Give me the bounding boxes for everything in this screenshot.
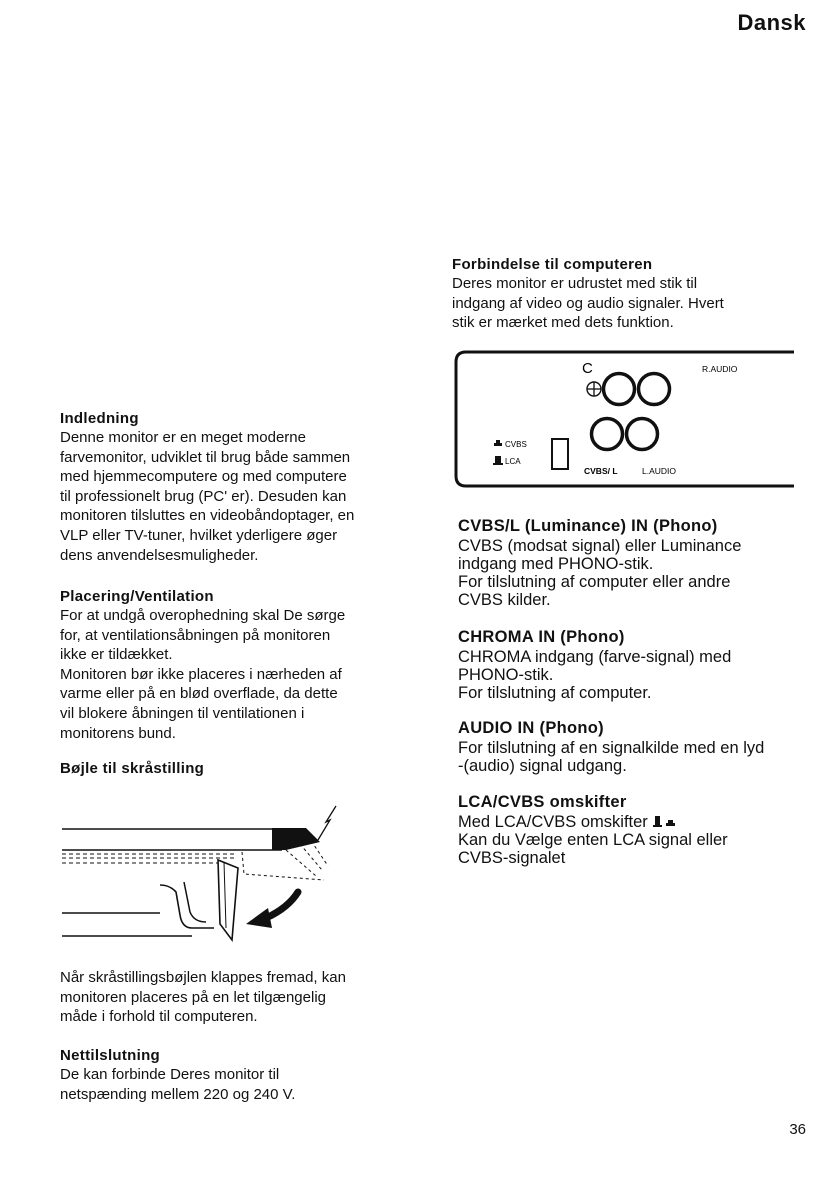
section-text: De kan forbinde Deres monitor til netspænding mellem 220 og 240 V. bbox=[60, 1066, 296, 1103]
rear-panel-diagram bbox=[452, 348, 794, 490]
cvbs-l-label: CVBS/ L bbox=[584, 466, 618, 476]
section-text: For tilslutning af en signalkilde med en lyd -(audio) signal udgang. bbox=[458, 739, 765, 775]
cvbs-switch-label: CVBS bbox=[505, 440, 527, 449]
lca-switch-position-icon bbox=[493, 456, 503, 465]
section-heading: AUDIO IN (Phono) bbox=[458, 719, 604, 737]
section-heading: Placering/Ventilation bbox=[60, 588, 214, 605]
tilt-bracket-illustration bbox=[60, 800, 360, 960]
l-audio-label: L.AUDIO bbox=[642, 466, 677, 476]
section-lca-cvbs bbox=[458, 793, 818, 867]
lca-switch-label: LCA bbox=[505, 457, 521, 466]
cvbs-switch-position-icon bbox=[494, 440, 502, 446]
r-audio-jack bbox=[639, 374, 670, 405]
ground-symbol-icon bbox=[587, 382, 601, 396]
l-audio-jack bbox=[627, 419, 658, 450]
switch-instruction bbox=[458, 813, 818, 831]
section-text: CHROMA indgang (farve-signal) med PHONO-stik. For tilslutning af computer. bbox=[458, 648, 732, 702]
section-chroma bbox=[458, 628, 818, 702]
section-audio bbox=[458, 719, 828, 775]
section-text: Denne monitor er en meget moderne farvemonitor, udviklet til brug både sammen med hjemmecomputere og med computere til professionelt brug (PC' er). Desuden kan monitoren tilsluttes en videobåndoptager, en VLP eller TV-tuner, hvilket yderligere øger dens anvendelsesmuligheder. bbox=[60, 429, 355, 564]
section-tilt-text bbox=[60, 968, 430, 1027]
section-text: Deres monitor er udrustet med stik til indgang af video og audio signaler. Hvert stik er mærket med dets funktion. bbox=[452, 275, 724, 332]
chroma-label: C bbox=[582, 360, 593, 377]
switch-instruction-text: Med LCA/CVBS omskifter bbox=[458, 813, 648, 831]
section-heading: LCA/CVBS omskifter bbox=[458, 793, 627, 811]
section-text: Når skråstillingsbøjlen klappes fremad, kan monitoren placeres på en let tilgængelig måde i forhold til computeren. bbox=[60, 969, 346, 1026]
lca-cvbs-switch bbox=[552, 439, 568, 469]
fold-forward-arrow-icon bbox=[246, 892, 298, 928]
cvbs-in-jack bbox=[592, 419, 623, 450]
section-intro bbox=[60, 410, 420, 565]
chroma-in-jack bbox=[604, 374, 635, 405]
section-text: CVBS (modsat signal) eller Luminance indgang med PHONO-stik. For tilslutning af computer eller andre CVBS kilder. bbox=[458, 537, 742, 609]
section-heading: Bøjle til skråstilling bbox=[60, 760, 205, 777]
section-placement bbox=[60, 588, 420, 743]
section-heading: Indledning bbox=[60, 410, 139, 427]
section-bracket bbox=[60, 760, 420, 778]
language-label: Dansk bbox=[737, 10, 806, 35]
page-number: 36 bbox=[789, 1121, 806, 1138]
section-text: Kan du Vælge enten LCA signal eller CVBS-signalet bbox=[458, 831, 728, 867]
section-cvbs bbox=[458, 517, 818, 609]
section-heading: Nettilslutning bbox=[60, 1047, 161, 1064]
r-audio-label: R.AUDIO bbox=[702, 364, 738, 374]
section-heading: CHROMA IN (Phono) bbox=[458, 628, 625, 646]
section-computer-connection bbox=[452, 256, 802, 333]
section-heading: Forbindelse til computeren bbox=[452, 256, 653, 273]
switch-positions-icon bbox=[652, 814, 678, 828]
section-power bbox=[60, 1047, 420, 1104]
section-text: For at undgå overophedning skal De sørge for, at ventilationsåbningen på monitoren ikke er tildækket. Monitoren bør ikke placeres i nærheden af varme eller på en blød overflade, da dette vil blokere åbningen til ventilationen i monitorens bund. bbox=[60, 607, 346, 742]
section-heading: CVBS/L (Luminance) IN (Phono) bbox=[458, 517, 718, 535]
